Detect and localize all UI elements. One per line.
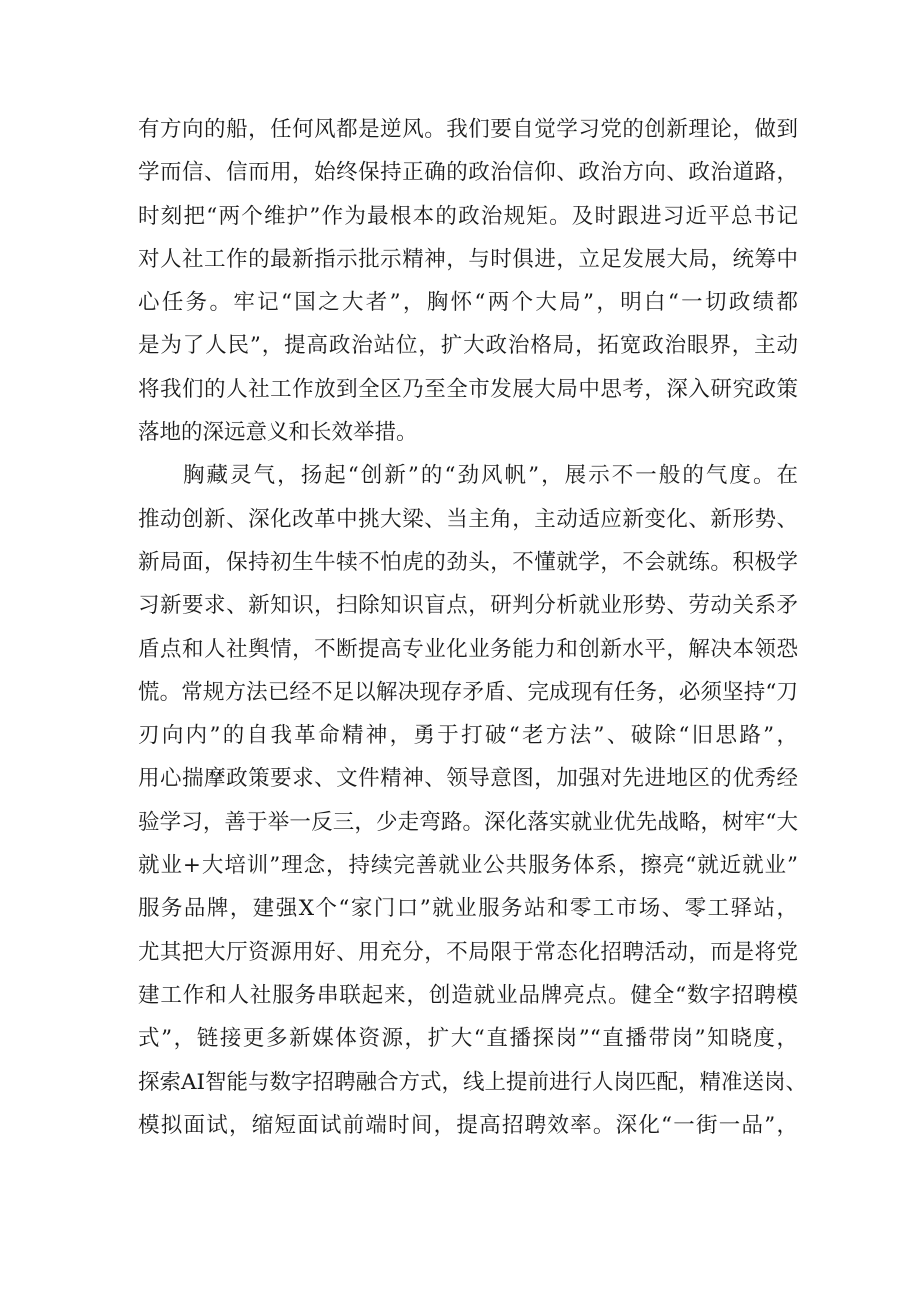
- text-line: 就业+大培训”理念，持续完善就业公共服务体系，擦亮“就近就业”: [138, 853, 798, 879]
- text-line: 尤其把大厅资源用好、用充分，不局限于常态化招聘活动，而是将党: [138, 939, 798, 965]
- text-line: 学而信、信而用，始终保持正确的政治信仰、政治方向、政治道路，: [138, 160, 798, 186]
- text-line: 探索AI智能与数字招聘融合方式，线上提前进行人岗匹配，精准送岗、: [138, 1069, 808, 1095]
- text-line: 新局面，保持初生牛犊不怕虎的劲头，不懂就学，不会就练。积极学: [138, 549, 798, 575]
- text-line: 建工作和人社服务串联起来，创造就业品牌亮点。健全“数字招聘模: [138, 982, 798, 1008]
- text-line: 模拟面试，缩短面试前端时间，提高招聘效率。深化“一街一品”，: [138, 1112, 798, 1138]
- text-line: 心任务。牢记“国之大者”，胸怀“两个大局”，明白“一切政绩都: [138, 290, 798, 316]
- text-line: 是为了人民”，提高政治站位，扩大政治格局，拓宽政治眼界，主动: [138, 333, 798, 359]
- text-line: 落地的深远意义和长效举措。: [138, 420, 418, 446]
- text-line: 推动创新、深化改革中挑大梁、当主角，主动适应新变化、新形势、: [138, 506, 798, 532]
- text-line: 将我们的人社工作放到全区乃至全市发展大局中思考，深入研究政策: [138, 376, 798, 402]
- text-line: 胸藏灵气，扬起“创新”的“劲风帆”，展示不一般的气度。在: [183, 463, 798, 489]
- text-line: 对人社工作的最新指示批示精神，与时俱进，立足发展大局，统筹中: [138, 246, 798, 272]
- document-body: [138, 108, 808, 1147]
- text-line: 刃向内”的自我革命精神，勇于打破“老方法”、破除“旧思路”，: [138, 723, 798, 749]
- text-line: 习新要求、新知识，扫除知识盲点，研判分析就业形势、劳动关系矛: [138, 593, 798, 619]
- text-line: 有方向的船，任何风都是逆风。我们要自觉学习党的创新理论，做到: [138, 117, 798, 142]
- text-line: 式”，链接更多新媒体资源，扩大“直播探岗”“直播带岗”知晓度，: [138, 1026, 798, 1052]
- paragraph: [138, 454, 808, 1147]
- text-line: 慌。常规方法已经不足以解决现存矛盾、完成现有任务，必须坚持“刀: [138, 679, 798, 705]
- text-line: 时刻把“两个维护”作为最根本的政治规矩。及时跟进习近平总书记: [138, 203, 798, 229]
- text-line: 用心揣摩政策要求、文件精神、领导意图，加强对先进地区的优秀经: [138, 766, 798, 792]
- paragraph: [138, 108, 798, 454]
- text-line: 服务品牌，建强X个“家门口”就业服务站和零工市场、零工驿站，: [138, 896, 798, 922]
- text-line: 验学习，善于举一反三，少走弯路。深化落实就业优先战略，树牢“大: [138, 809, 798, 835]
- text-line: 盾点和人社舆情，不断提高专业化业务能力和创新水平，解决本领恐: [138, 636, 798, 662]
